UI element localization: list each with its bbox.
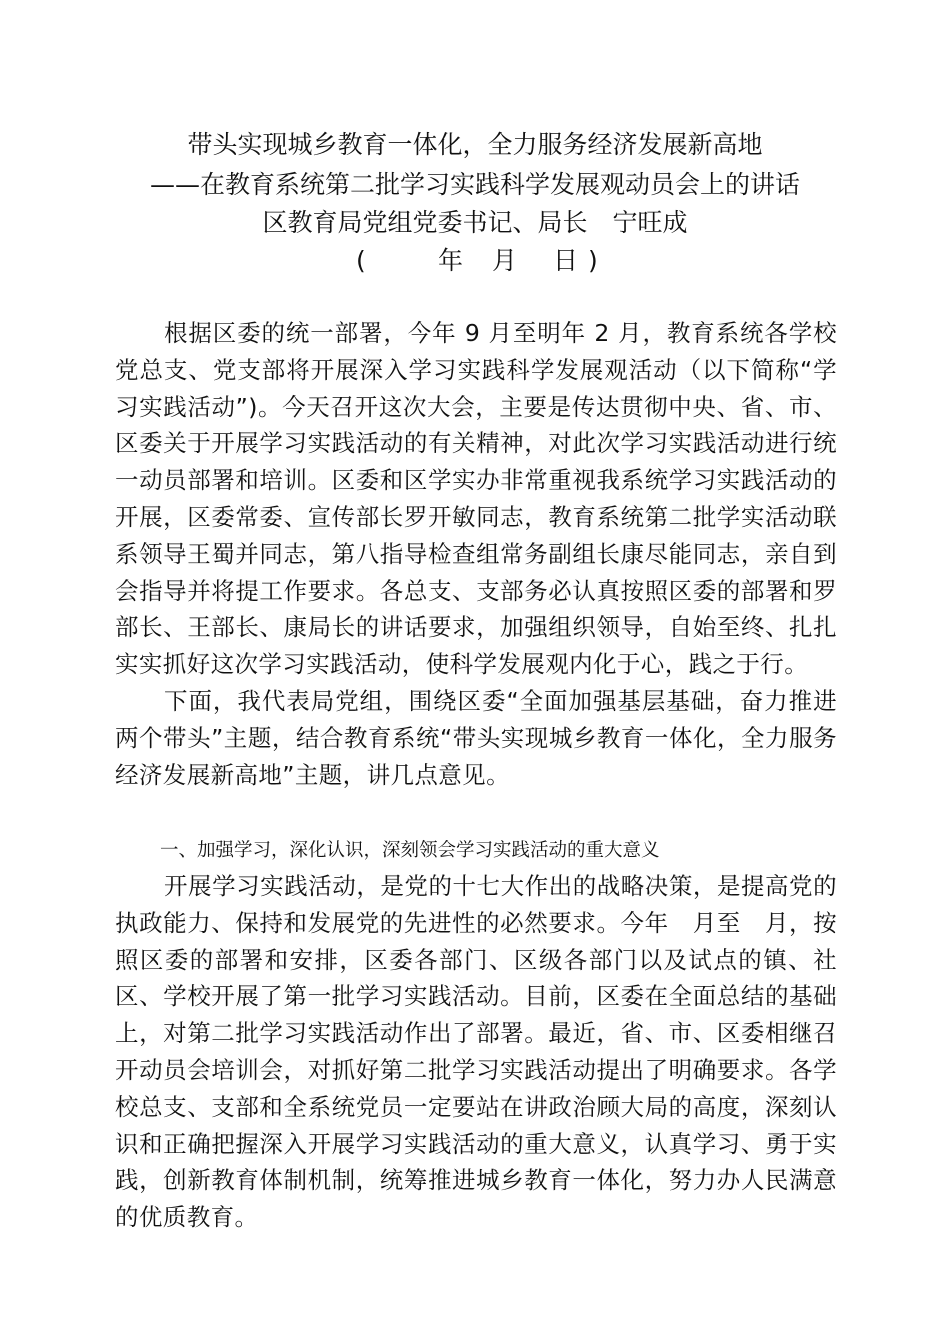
section-one bbox=[115, 836, 837, 1236]
paragraph: 开展学习实践活动，是党的十七大作出的战略决策，是提高党的执政能力、保持和发展党的先进性的必然要求。今年 月至 月，按照区委的部署和安排，区委各部门、区级各部门以及试点的镇、社区、学校开展了第一批学习实践活动。目前，区委在全面总结的基础上，对第二批学习实践活动作出了部署。最近，省、市、区委相继召开动员会培训会，对抓好第二批学习实践活动提出了明确要求。各学校总支、支部和全系统党员一定要站在讲政治顾大局的高度，深刻认识和正确把握深入开展学习实践活动的重大意义，认真学习、勇于实践，创新教育体制机制，统筹推进城乡教育一体化，努力办人民满意的优质教育。 bbox=[115, 872, 837, 1232]
paragraph: 下面，我代表局党组，围绕区委“全面加强基层基础，奋力推进两个带头”主题，结合教育系统“带头实现城乡教育一体化，全力服务经济发展新高地”主题，讲几点意见。 bbox=[115, 686, 837, 789]
date-open-paren: ( bbox=[356, 246, 366, 275]
speaker-line: 区教育局党组党委书记、局长 宁旺成 bbox=[262, 208, 688, 237]
intro-body bbox=[115, 315, 837, 793]
document-title: 带头实现城乡教育一体化，全力服务经济发展新高地 bbox=[187, 130, 763, 159]
date-close-paren: ) bbox=[588, 246, 598, 275]
date-line bbox=[356, 244, 616, 278]
section-heading: 一、加强学习，深化认识，深刻领会学习实践活动的重大意义 bbox=[160, 840, 660, 861]
date-day: 日 bbox=[553, 246, 579, 275]
document-subtitle: ——在教育系统第二批学习实践科学发展观动员会上的讲话 bbox=[149, 170, 800, 199]
paragraph: 根据区委的统一部署，今年 9 月至明年 2 月，教育系统各学校党总支、党支部将开展深入学习实践科学发展观活动（以下简称“学习实践活动”)。今天召开这次大会，主要是传达贯彻中央、省、市、区委关于开展学习实践活动的有关精神，对此次学习实践活动进行统一动员部署和培训。区委和区学实办非常重视我系统学习实践活动的开展，区委常委、宣传部长罗开敏同志，教育系统第二批学实活动联系领导王蜀并同志，第八指导检查组常务副组长康尽能同志，亲自到会指导并将提工作要求。各总支、支部务必认真按照区委的部署和罗部长、王部长、康局长的讲话要求，加强组织领导，自始至终、扎扎实实抓好这次学习实践活动，使科学发展观内化于心，践之于行。 bbox=[115, 319, 837, 679]
date-month: 月 bbox=[492, 246, 518, 275]
date-year: 年 bbox=[438, 246, 464, 275]
